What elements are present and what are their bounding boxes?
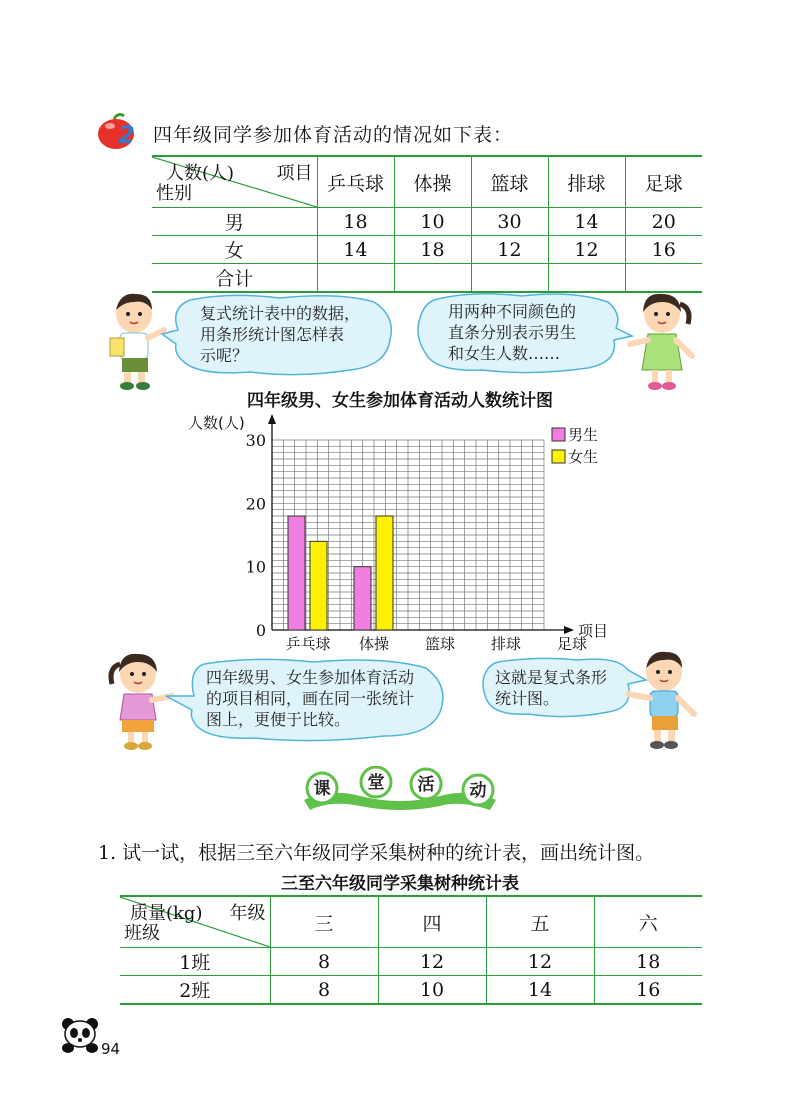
blank-cell[interactable] — [625, 264, 702, 293]
table-cell: 20 — [625, 208, 702, 236]
activity-char-circle — [361, 767, 391, 797]
bar-boys — [288, 516, 305, 630]
corner-label-weight: 质量(kg) — [130, 903, 203, 924]
girl-character-icon — [626, 290, 698, 394]
bar-boys — [354, 567, 371, 630]
column-header: 六 — [594, 896, 702, 948]
blank-cell[interactable] — [394, 264, 471, 293]
row-label: 男 — [152, 208, 317, 236]
panda-icon — [60, 1016, 104, 1056]
column-header: 五 — [486, 896, 594, 948]
legend-label: 男生 — [568, 426, 599, 444]
y-tick-label: 30 — [245, 431, 266, 450]
page-number: 94 — [101, 1040, 121, 1058]
bubble-line: 直条分别表示男生 — [448, 323, 577, 342]
activity-char: 堂 — [367, 773, 385, 793]
bar-girls — [310, 541, 327, 630]
table-cell: 30 — [471, 208, 548, 236]
x-tick-label: 足球 — [556, 635, 588, 653]
table-cell: 14 — [548, 208, 625, 236]
bubble-line: 用条形统计图怎样表 — [200, 325, 345, 344]
table-cell: 14 — [317, 236, 394, 264]
row-label: 1班 — [120, 948, 270, 976]
bubble-line: 的项目相同，画在同一张统计 — [206, 689, 415, 708]
column-header: 三 — [270, 896, 378, 948]
x-tick-label: 排球 — [490, 635, 522, 653]
corner-label-item: 项目 — [276, 163, 313, 184]
x-tick-label: 乒乓球 — [285, 635, 331, 653]
table-cell: 12 — [378, 948, 486, 976]
activity-char-circle — [463, 775, 493, 805]
x-axis-label: 项目 — [578, 622, 609, 640]
blank-cell[interactable] — [548, 264, 625, 293]
bubble-girl-bottom — [206, 667, 414, 730]
boy-character-icon — [106, 290, 168, 392]
x-tick-label: 篮球 — [424, 635, 456, 653]
table-cell: 14 — [486, 976, 594, 1005]
bubble-line: 和女生人数…… — [448, 344, 561, 363]
bubble-line: 四年级男、女生参加体育活动 — [206, 668, 415, 687]
bubble-boy-bottom — [495, 667, 607, 709]
bubble-line: 用两种不同颜色的 — [448, 302, 577, 321]
table1-corner-cell — [152, 156, 317, 208]
blank-cell[interactable] — [471, 264, 548, 293]
corner-label-gender: 性别 — [156, 183, 192, 204]
table-cell: 10 — [378, 976, 486, 1005]
bubble-line: 复式统计表中的数据， — [200, 304, 361, 323]
bubble-line: 这就是复式条形 — [495, 668, 608, 687]
y-tick-label: 20 — [245, 494, 266, 514]
column-header: 篮球 — [471, 156, 548, 208]
double-bar-chart — [180, 408, 620, 654]
activity-char: 动 — [469, 781, 487, 801]
y-tick-label: 10 — [245, 557, 266, 577]
bubble-girl-top — [448, 301, 576, 364]
corner-label-class: 班级 — [124, 923, 160, 944]
table-cell: 8 — [270, 976, 378, 1005]
boy-character-icon — [624, 648, 700, 754]
table-cell: 16 — [594, 976, 702, 1005]
bubble-line: 统计图。 — [495, 689, 560, 708]
column-header: 足球 — [625, 156, 702, 208]
activity-char-circle — [307, 773, 337, 803]
table-cell: 12 — [548, 236, 625, 264]
table-cell: 12 — [486, 948, 594, 976]
table-cell: 18 — [394, 236, 471, 264]
column-header: 乒乓球 — [317, 156, 394, 208]
table-cell: 12 — [471, 236, 548, 264]
legend-swatch — [552, 450, 565, 463]
column-header: 体操 — [394, 156, 471, 208]
table-cell: 10 — [394, 208, 471, 236]
bubble-line: 示呢？ — [200, 346, 249, 365]
table-row — [152, 236, 702, 264]
table-row — [152, 264, 702, 293]
table2-corner-cell — [120, 896, 270, 948]
y-axis-label: 人数(人) — [188, 414, 245, 432]
bubble-line: 图上，更便于比较。 — [206, 710, 351, 729]
tree-seed-table — [120, 895, 702, 1005]
column-header: 排球 — [548, 156, 625, 208]
x-tick-label: 体操 — [358, 635, 390, 653]
table-cell: 18 — [317, 208, 394, 236]
column-header: 四 — [378, 896, 486, 948]
activity-banner — [300, 766, 500, 812]
problem-number-badge-icon — [94, 112, 146, 152]
sports-activity-table — [152, 155, 702, 293]
table-row — [152, 208, 702, 236]
row-label: 2班 — [120, 976, 270, 1005]
problem-number: 2 — [118, 121, 135, 149]
exercise-text: 1. 试一试，根据三至六年级同学采集树种的统计表，画出统计图。 — [98, 842, 655, 864]
corner-label-grade: 年级 — [229, 903, 266, 924]
activity-char-circle — [411, 769, 441, 799]
activity-char: 课 — [313, 779, 331, 799]
row-label: 合计 — [152, 264, 317, 293]
legend-label: 女生 — [568, 448, 599, 466]
bubble-boy-top — [200, 303, 360, 366]
problem-intro: 四年级同学参加体育活动的情况如下表： — [153, 124, 514, 146]
x-axis-arrow-icon — [564, 626, 574, 634]
table-cell: 16 — [625, 236, 702, 264]
chart-title: 四年级男、女生参加体育活动人数统计图 — [247, 391, 553, 411]
bar-girls — [376, 516, 393, 630]
blank-cell[interactable] — [317, 264, 394, 293]
table2-title: 三至六年级同学采集树种统计表 — [281, 874, 519, 894]
table-row — [120, 948, 702, 976]
corner-label-count: 人数(人) — [166, 163, 235, 184]
activity-char: 活 — [417, 775, 435, 795]
legend-swatch — [552, 428, 565, 441]
y-axis-arrow-icon — [268, 414, 276, 424]
table-cell: 18 — [594, 948, 702, 976]
y-tick-label: 0 — [255, 621, 266, 640]
table-cell: 8 — [270, 948, 378, 976]
row-label: 女 — [152, 236, 317, 264]
table-row — [120, 976, 702, 1005]
